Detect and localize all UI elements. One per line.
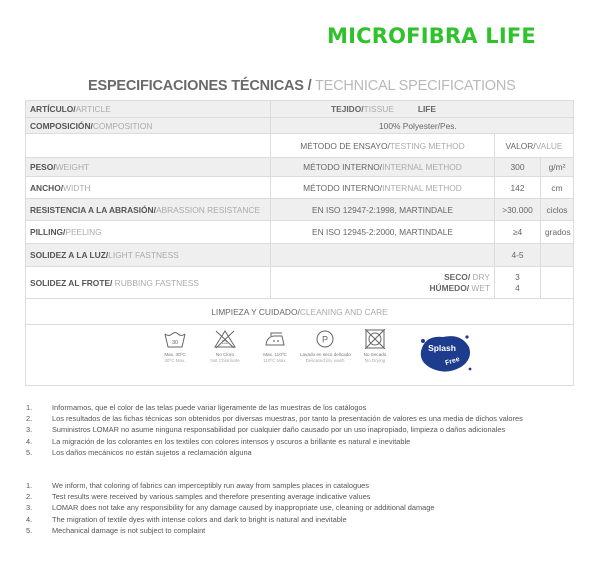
note-item: [26, 447, 586, 458]
note-text: Suministros LOMAR no asume ninguna responsabilidad por cualquier daño causado por un uso inapropiado, limpieza o daños adicionales: [52, 425, 506, 435]
row-pilling: PILLING/PEELING EN ISO 12945-2:2000, MARTINDALE ≥4 grados: [26, 221, 574, 244]
note-number: 4.: [26, 514, 33, 524]
note-text: Test results were received by various samples and therefore presenting average indicative values: [52, 492, 371, 502]
note-item: [26, 525, 586, 536]
svg-text:Free: Free: [444, 355, 461, 368]
row-headers: [26, 134, 574, 158]
row-abrasion: RESISTENCIA A LA ABRASIÓN/ABRASSION RESISTANCE EN ISO 12947-2:1998, MARTINDALE >30.000 ciclos: [26, 199, 574, 221]
row-care-heading: LIMPIEZA Y CUIDADO/CLEANING AND CARE: [26, 299, 574, 325]
row-light: SOLIDEZ A LA LUZ/LIGHT FASTNESS 4-5: [26, 244, 574, 267]
composicion-label: COMPOSICIÓN/COMPOSITION: [26, 118, 271, 134]
note-text: LOMAR does not take any responsibility for any damage caused by inappropriate use, cleaning or additional damage: [52, 503, 435, 513]
row-rubbing: SOLIDEZ AL FROTE/ RUBBING FASTNESS SECO/ DRY HÚMEDO/ WET 3 4: [26, 267, 574, 299]
svg-text:Splash: Splash: [428, 343, 456, 353]
tejido-cell: TEJIDO/TISSUE LIFE: [271, 101, 574, 118]
note-text: La migración de los colorantes en los textiles con colores intensos y oscuros a brillante es natural e inevitable: [52, 436, 411, 446]
note-text: Mechanical damage is not subject to complaint: [52, 525, 206, 535]
row-ancho: ANCHO/WIDTH MÉTODO INTERNO/INTERNAL METHOD 142 cm: [26, 177, 574, 199]
row-composicion: [26, 118, 574, 134]
no-chlorine-icon: CL No Cloro Not Chlorinate: [200, 329, 250, 364]
product-title: MICROFIBRA LIFE: [327, 24, 536, 48]
note-item: [26, 436, 586, 447]
note-number: 2.: [26, 492, 33, 502]
note-item: [26, 424, 586, 435]
method-header: MÉTODO DE ENSAYO/TESTING METHOD: [271, 134, 495, 158]
spec-table: [25, 100, 574, 386]
note-item: [26, 491, 586, 502]
splash-free-badge: [417, 329, 473, 375]
notes-spanish: [26, 402, 586, 458]
articulo-label: ARTÍCULO/ARTICLE: [26, 101, 271, 118]
note-number: 5.: [26, 525, 33, 535]
spec-heading-es: ESPECIFICACIONES TÉCNICAS /: [88, 78, 312, 94]
spec-heading: [88, 78, 516, 94]
row-care-icons: [26, 325, 574, 386]
note-item: [26, 514, 586, 525]
value-header: VALOR/VALUE: [495, 134, 574, 158]
note-number: 3.: [26, 503, 33, 513]
note-number: 2.: [26, 414, 33, 424]
note-item: [26, 413, 586, 424]
note-text: Informamos, que el color de las telas puede variar ligeramente de las muestras de los catálogos: [52, 403, 367, 412]
iron-110-icon: Max. 110ºC 110ºC Max.: [250, 329, 300, 364]
notes-english: [26, 480, 586, 536]
note-number: 1.: [26, 481, 33, 490]
note-number: 4.: [26, 436, 33, 446]
wash-30-icon: 30 Max. 30ºC 30ºC Max.: [150, 329, 200, 364]
row-articulo: [26, 101, 574, 118]
tejido-value: LIFE: [417, 104, 436, 114]
note-item: [26, 502, 586, 513]
dry-clean-p-icon: P Lavado en seco delicado Delicated dry wash: [300, 329, 350, 364]
note-item: [26, 480, 586, 491]
note-item: [26, 402, 586, 413]
note-text: Los resultados de las fichas técnicas son obtenidos por diversas muestras, por tanto la presentación de valores es una media de dichos valores: [52, 414, 523, 424]
care-symbols: [26, 325, 573, 385]
note-text: We inform, that coloring of fabrics can imperceptibly run away from samples places in catalogues: [52, 481, 369, 490]
note-number: 3.: [26, 425, 33, 435]
row-peso: PESO/WEIGHT MÉTODO INTERNO/INTERNAL METHOD 300 g/m²: [26, 158, 574, 177]
svg-text:CL: CL: [221, 340, 229, 346]
note-text: Los daños mecánicos no están sujetos a reclamación alguna: [52, 447, 252, 457]
note-number: 1.: [26, 403, 33, 412]
note-number: 5.: [26, 447, 33, 457]
spec-heading-en: TECHNICAL SPECIFICATIONS: [311, 78, 516, 94]
composicion-value: 100% Polyester/Pes.: [271, 118, 574, 134]
svg-text:30: 30: [171, 340, 179, 346]
svg-text:P: P: [321, 334, 329, 345]
no-tumble-dry-icon: No Secado No Drying: [350, 329, 400, 364]
note-text: The migration of textile dyes with intense colors and dark to bright is natural and inevitable: [52, 514, 347, 524]
